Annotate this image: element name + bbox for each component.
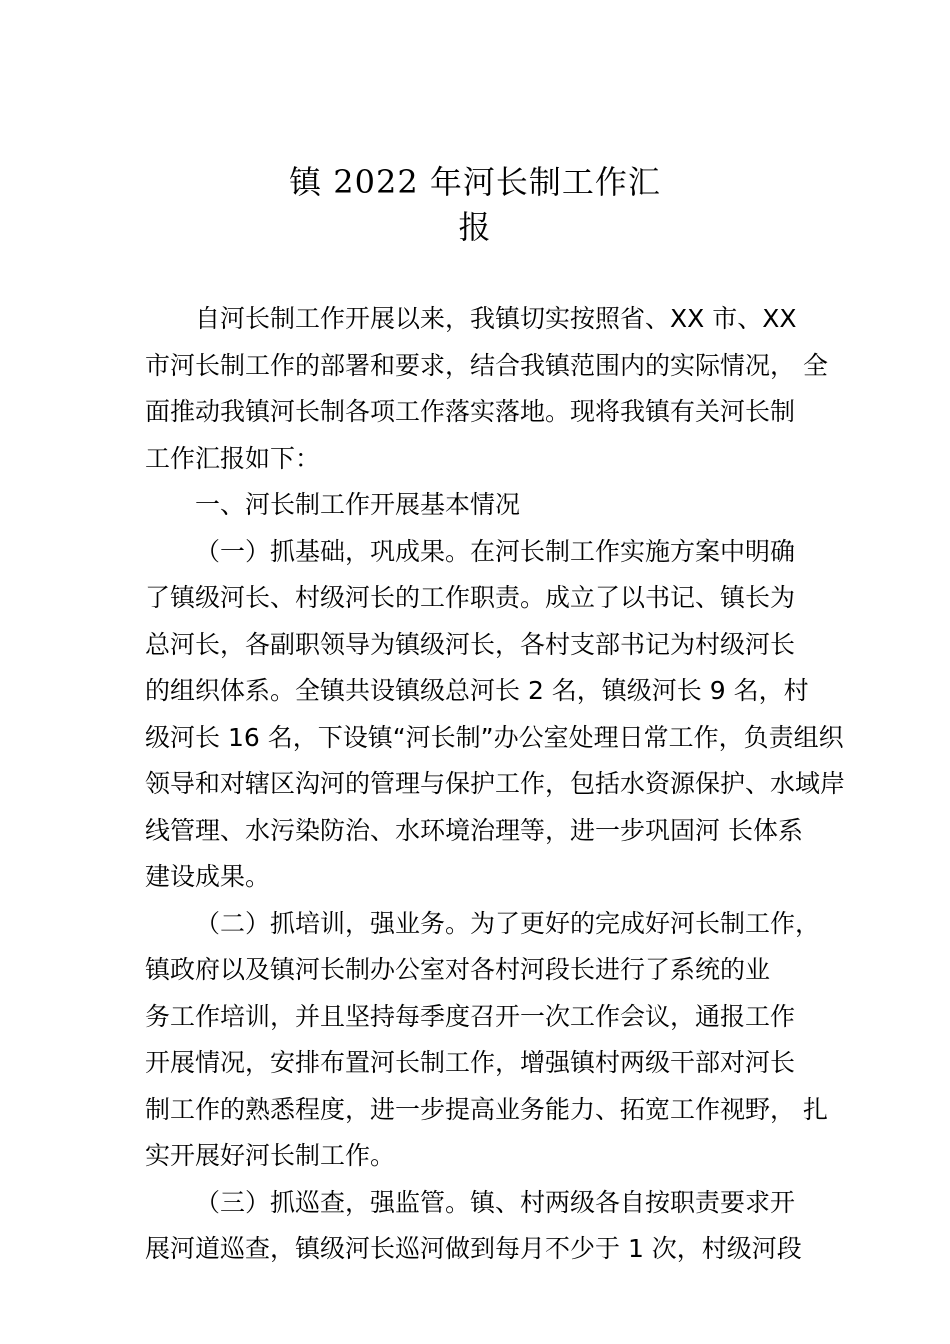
body-line: （一）抓基础，巩成果。在河长制工作实施方案中明确: [195, 536, 796, 566]
body-line: 务工作培训，并且坚持每季度召开一次工作会议，通报工作: [145, 1001, 796, 1031]
body-line: 展河道巡查，镇级河长巡河做到每月不少于 1 次，村级河段: [145, 1234, 802, 1263]
body-line: 开展情况，安排布置河长制工作，增强镇村两级干部对河长: [145, 1048, 796, 1077]
body-line: 级河长 16 名，下设镇“河长制”办公室处理日常工作，负责组织: [145, 722, 844, 752]
body-line: 的组织体系。全镇共设镇级总河长 2 名，镇级河长 9 名，村: [145, 676, 809, 705]
body-line: （三）抓巡查，强监管。镇、村两级各自按职责要求开: [195, 1187, 796, 1217]
body-line: 了镇级河长、村级河长的工作职责。成立了以书记、镇长为: [145, 583, 796, 612]
body-line: 领导和对辖区沟河的管理与保护工作，包括水资源保护、水域岸: [145, 769, 846, 798]
body-line: 市河长制工作的部署和要求，结合我镇范围内的实际情况， 全: [145, 350, 828, 380]
body-line: 镇政府以及镇河长制办公室对各村河段长进行了系统的业: [145, 955, 771, 984]
body-line: 建设成果。: [145, 862, 271, 891]
document-title-line-2: 报: [458, 208, 492, 246]
body-line: 一、河长制工作开展基本情况: [195, 490, 521, 519]
body-line: 制工作的熟悉程度，进一步提高业务能力、拓宽工作视野， 扎: [145, 1094, 828, 1124]
document-body: [145, 296, 846, 1273]
body-line: 实开展好河长制工作。: [145, 1141, 396, 1170]
body-line: 面推动我镇河长制各项工作落实落地。现将我镇有关河长制: [145, 397, 796, 426]
document-title-line-1: 镇 2022 年河长制工作汇: [289, 163, 661, 201]
body-line: 自河长制工作开展以来，我镇切实按照省、XX 市、XX: [195, 304, 797, 333]
body-line: （二）抓培训，强业务。为了更好的完成好河长制工作，: [195, 908, 821, 938]
body-line: 工作汇报如下：: [145, 443, 321, 473]
body-line: 总河长，各副职领导为镇级河长，各村支部书记为村级河长: [145, 629, 796, 659]
body-line: 线管理、水污染防治、水环境治理等，进一步巩固河 长体系: [145, 815, 803, 845]
